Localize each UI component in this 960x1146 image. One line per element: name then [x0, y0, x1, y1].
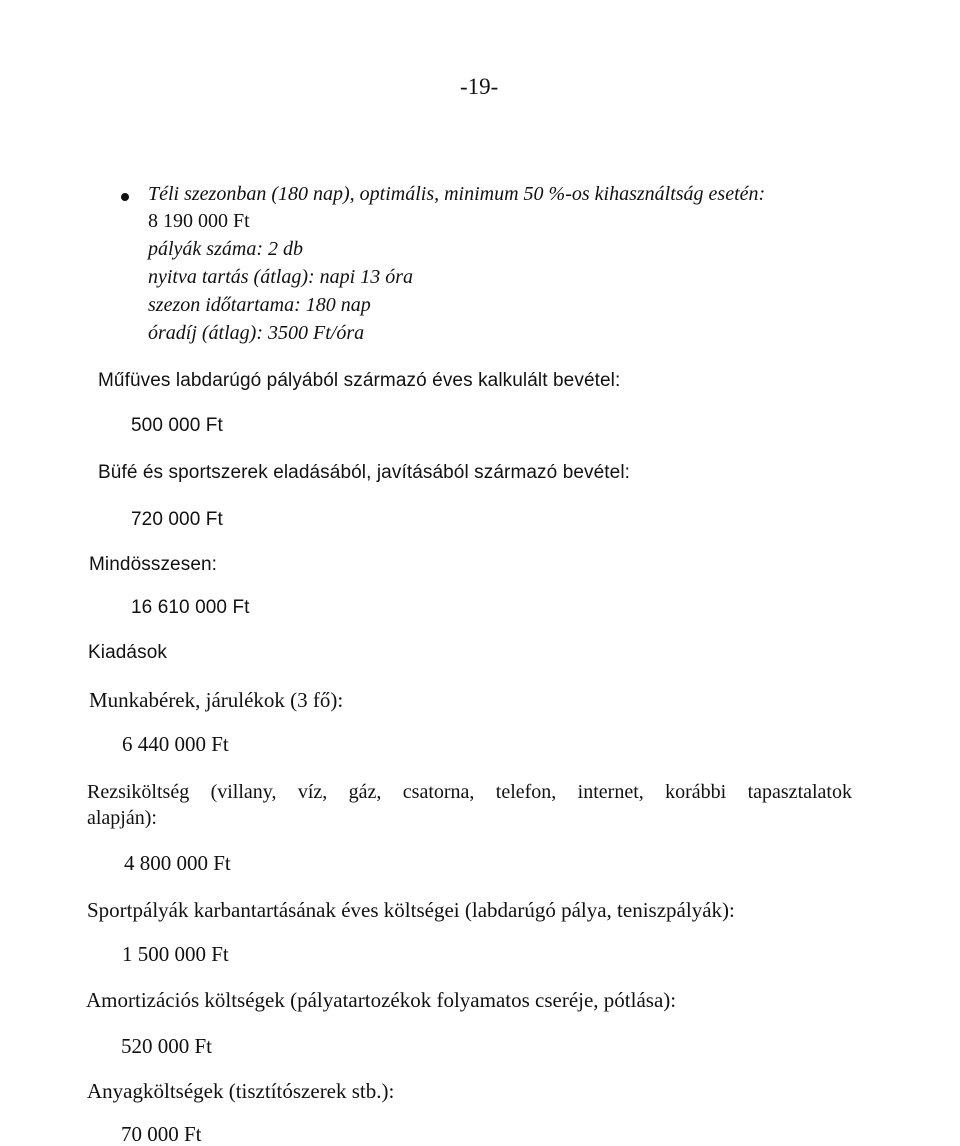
amortization-label: Amortizációs költségek (pályatartozékok folyamatos cseréje, pótlása): [86, 988, 677, 1012]
buffet-income-amount: 720 000 Ft [131, 509, 223, 530]
amortization-amount: 520 000 Ft [121, 1034, 213, 1058]
maintenance-label: Sportpályák karbantartásának éves költségei (labdarúgó pálya, teniszpályák): [87, 898, 735, 922]
maintenance-amount: 1 500 000 Ft [122, 942, 229, 966]
wages-amount: 6 440 000 Ft [122, 732, 229, 756]
detail-season-length: szezon időtartama: 180 nap [148, 294, 371, 316]
detail-opening-hours: nyitva tartás (átlag): napi 13 óra [148, 266, 413, 288]
overhead-amount: 4 800 000 Ft [124, 851, 231, 875]
materials-amount: 70 000 Ft [121, 1122, 202, 1146]
winter-season-amount: 8 190 000 Ft [148, 210, 250, 232]
overhead-label-line1: Rezsiköltség (villany, víz, gáz, csatorna, telefon, internet, korábbi tapasztalatok [87, 781, 852, 803]
turf-income-amount: 500 000 Ft [131, 415, 223, 436]
bullet-icon [121, 193, 129, 201]
total-label: Mindösszesen: [89, 554, 218, 575]
wages-label: Munkabérek, járulékok (3 fő): [89, 688, 344, 712]
detail-hourly-rate: óradíj (átlag): 3500 Ft/óra [148, 322, 365, 344]
turf-income-label: Műfüves labdarúgó pályából származó éves kalkulált bevétel: [98, 370, 621, 391]
detail-court-count: pályák száma: 2 db [148, 238, 303, 260]
total-amount: 16 610 000 Ft [131, 597, 250, 618]
materials-label: Anyagköltségek (tisztítószerek stb.): [87, 1079, 395, 1103]
page-number: -19- [460, 74, 499, 99]
buffet-income-label: Büfé és sportszerek eladásából, javításából származó bevétel: [98, 462, 631, 483]
expenses-heading: Kiadások [88, 642, 167, 663]
overhead-label-line2: alapján): [87, 807, 157, 829]
winter-season-header: Téli szezonban (180 nap), optimális, minimum 50 %-os kihasználtság esetén: [148, 183, 766, 205]
